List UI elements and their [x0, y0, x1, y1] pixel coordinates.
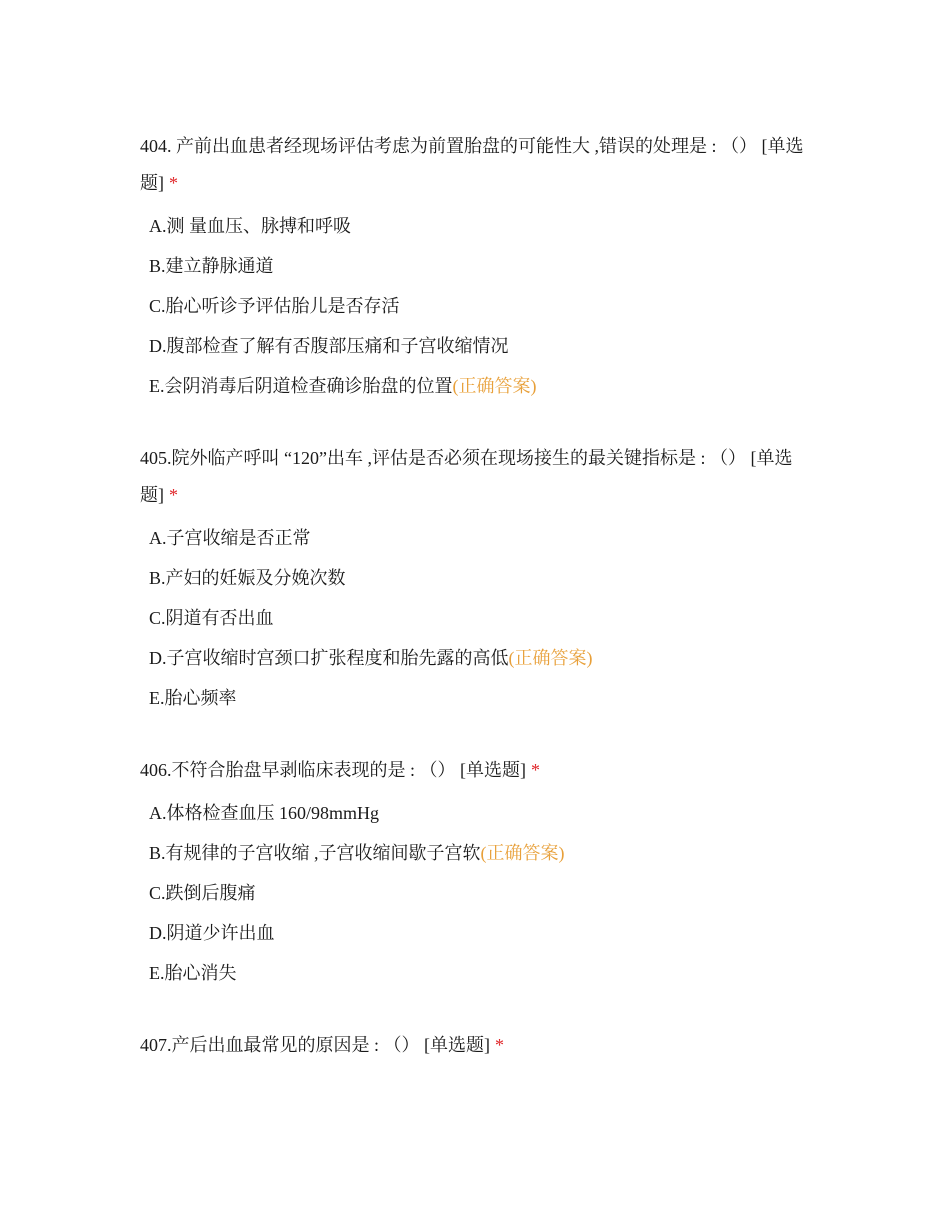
question-list: [140, 128, 820, 1098]
option-a[interactable]: [140, 793, 820, 833]
option-e[interactable]: [140, 953, 820, 993]
option-d[interactable]: [140, 913, 820, 953]
required-star: *: [169, 485, 178, 505]
option-text: D.腹部检查了解有否腹部压痛和子宫收缩情况: [149, 336, 509, 356]
question-title: [140, 752, 820, 789]
question-title: [140, 440, 820, 514]
option-text: B.建立静脉通道: [149, 256, 274, 276]
option-text: E.胎心频率: [149, 688, 237, 708]
option-text: E.胎心消失: [149, 963, 237, 983]
option-d[interactable]: [140, 638, 820, 678]
option-text: D.子宫收缩时宫颈口扩张程度和胎先露的高低: [149, 648, 509, 668]
option-text: C.胎心听诊予评估胎儿是否存活: [149, 296, 400, 316]
option-b[interactable]: [140, 558, 820, 598]
question-text: 404. 产前出血患者经现场评估考虑为前置胎盘的可能性大 ,错误的处理是 : （） [单选题]: [140, 136, 804, 193]
option-text: D.阴道少许出血: [149, 923, 275, 943]
option-text: A.子宫收缩是否正常: [149, 528, 311, 548]
option-c[interactable]: [140, 286, 820, 326]
option-text: B.有规律的子宫收缩 ,子宫收缩间歇子宫软: [149, 843, 481, 863]
question-404: [140, 128, 820, 406]
question-text: 405.院外临产呼叫 “120”出车 ,评估是否必须在现场接生的最关键指标是 : （） [单选题]: [140, 448, 793, 505]
option-text: C.跌倒后腹痛: [149, 883, 256, 903]
option-text: A.测 量血压、脉搏和呼吸: [149, 216, 351, 236]
correct-answer-tag: (正确答案): [452, 376, 537, 396]
correct-answer-tag: (正确答案): [480, 843, 565, 863]
question-text: 406.不符合胎盘早剥临床表现的是 : （） [单选题]: [140, 760, 526, 780]
option-e[interactable]: [140, 366, 820, 406]
option-text: B.产妇的妊娠及分娩次数: [149, 568, 346, 588]
question-407: [140, 1027, 820, 1064]
correct-answer-tag: (正确答案): [508, 648, 593, 668]
option-b[interactable]: [140, 246, 820, 286]
question-405: [140, 440, 820, 718]
option-a[interactable]: [140, 518, 820, 558]
question-406: [140, 752, 820, 993]
option-text: C.阴道有否出血: [149, 608, 274, 628]
option-d[interactable]: [140, 326, 820, 366]
required-star: *: [495, 1035, 504, 1055]
option-a[interactable]: [140, 206, 820, 246]
option-c[interactable]: [140, 873, 820, 913]
option-c[interactable]: [140, 598, 820, 638]
question-title: [140, 128, 820, 202]
required-star: *: [531, 760, 540, 780]
option-text: E.会阴消毒后阴道检查确诊胎盘的位置: [149, 376, 453, 396]
question-title: [140, 1027, 820, 1064]
option-text: A.体格检查血压 160/98mmHg: [149, 803, 380, 823]
option-e[interactable]: [140, 678, 820, 718]
question-text: 407.产后出血最常见的原因是 : （） [单选题]: [140, 1035, 490, 1055]
option-b[interactable]: [140, 833, 820, 873]
required-star: *: [169, 173, 178, 193]
